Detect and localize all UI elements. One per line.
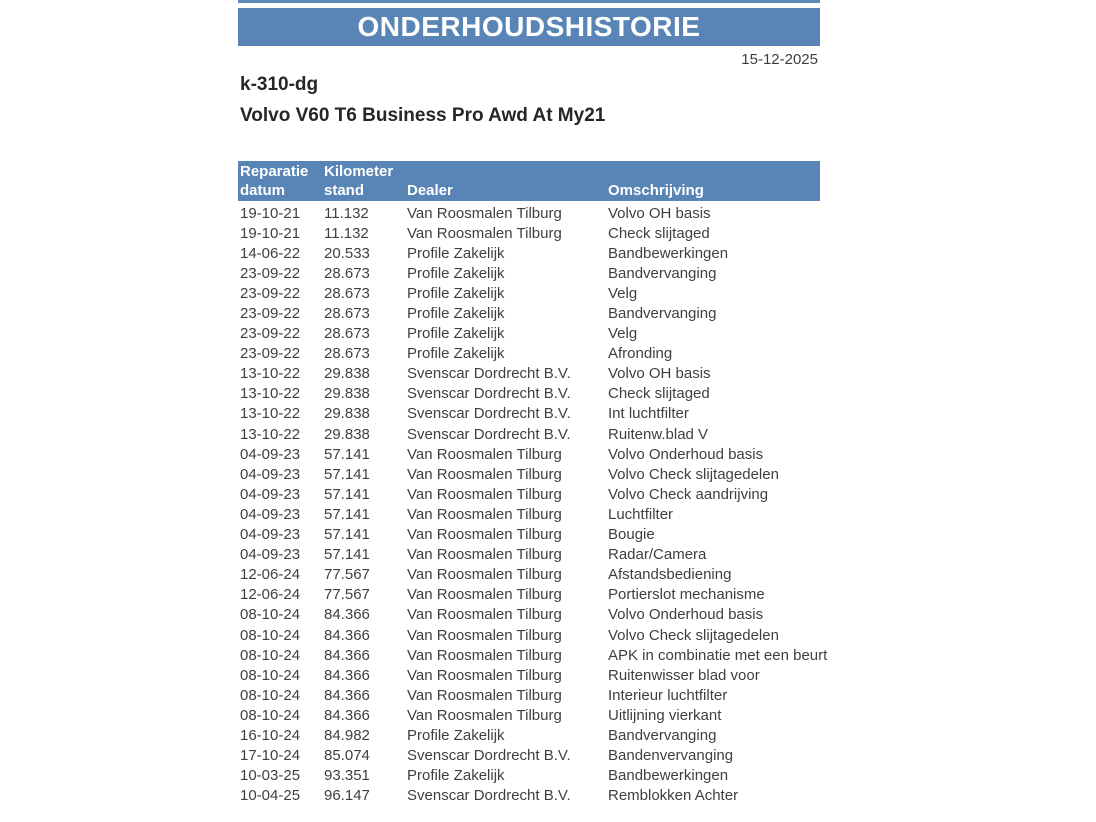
- cell-repair-date: 23-09-22: [240, 325, 301, 343]
- cell-dealer: Van Roosmalen Tilburg: [407, 204, 562, 222]
- table-row: [238, 404, 820, 424]
- cell-odometer: 28.673: [324, 284, 370, 302]
- cell-description: Portierslot mechanisme: [608, 586, 765, 604]
- cell-odometer: 84.366: [324, 666, 370, 684]
- cell-repair-date: 16-10-24: [240, 726, 301, 744]
- cell-dealer: Van Roosmalen Tilburg: [407, 546, 562, 564]
- cell-description: Volvo OH basis: [608, 365, 711, 383]
- cell-dealer: Van Roosmalen Tilburg: [407, 586, 562, 604]
- table-row: [238, 243, 820, 263]
- cell-description: Volvo Check slijtagedelen: [608, 465, 779, 483]
- cell-dealer: Profile Zakelijk: [407, 345, 505, 363]
- cell-odometer: 28.673: [324, 325, 370, 343]
- cell-description: Bandvervanging: [608, 264, 717, 282]
- column-header-line: Kilometer: [324, 163, 394, 180]
- cell-odometer: 84.366: [324, 626, 370, 644]
- cell-description: Bandvervanging: [608, 305, 717, 323]
- cell-odometer: 57.141: [324, 546, 370, 564]
- cell-repair-date: 23-09-22: [240, 264, 301, 282]
- column-header-odometer: [324, 162, 407, 201]
- cell-description: Bandvervanging: [608, 726, 717, 744]
- table-row: [238, 766, 820, 786]
- cell-dealer: Svenscar Dordrecht B.V.: [407, 385, 571, 403]
- column-header-line: Dealer: [407, 182, 453, 199]
- table-row: [238, 283, 820, 303]
- cell-description: Uitlijning vierkant: [608, 706, 722, 724]
- report-date: 15-12-2025: [741, 51, 818, 68]
- table-row: [238, 484, 820, 504]
- cell-dealer: Van Roosmalen Tilburg: [407, 666, 562, 684]
- cell-description: Volvo OH basis: [608, 204, 711, 222]
- table-row: [238, 424, 820, 444]
- table-row: [238, 625, 820, 645]
- cell-repair-date: 12-06-24: [240, 566, 301, 584]
- cell-repair-date: 10-04-25: [240, 787, 301, 805]
- cell-description: Ruitenw.blad V: [608, 425, 709, 443]
- table-row: [238, 263, 820, 283]
- maintenance-history-table: [238, 161, 828, 806]
- cell-dealer: Van Roosmalen Tilburg: [407, 686, 562, 704]
- vehicle-model: Volvo V60 T6 Business Pro Awd At My21: [240, 105, 606, 126]
- table-row: [238, 223, 820, 243]
- cell-repair-date: 04-09-23: [240, 546, 301, 564]
- table-row: [238, 645, 828, 665]
- cell-repair-date: 08-10-24: [240, 706, 301, 724]
- table-row: [238, 705, 820, 725]
- cell-description: Volvo Check slijtagedelen: [608, 626, 779, 644]
- cell-description: Interieur luchtfilter: [608, 686, 728, 704]
- cell-dealer: Svenscar Dordrecht B.V.: [407, 747, 571, 765]
- cell-odometer: 84.366: [324, 686, 370, 704]
- cell-description: Afstandsbediening: [608, 566, 732, 584]
- cell-dealer: Van Roosmalen Tilburg: [407, 526, 562, 544]
- cell-dealer: Van Roosmalen Tilburg: [407, 626, 562, 644]
- cell-dealer: Svenscar Dordrecht B.V.: [407, 787, 571, 805]
- table-row: [238, 665, 820, 685]
- cell-dealer: Van Roosmalen Tilburg: [407, 706, 562, 724]
- table-row: [238, 344, 820, 364]
- table-header: [238, 161, 820, 201]
- cell-repair-date: 04-09-23: [240, 485, 301, 503]
- cell-odometer: 57.141: [324, 505, 370, 523]
- cell-repair-date: 04-09-23: [240, 526, 301, 544]
- cell-repair-date: 19-10-21: [240, 224, 301, 242]
- cell-dealer: Profile Zakelijk: [407, 244, 505, 262]
- cell-repair-date: 17-10-24: [240, 747, 301, 765]
- cell-odometer: 29.838: [324, 385, 370, 403]
- cell-dealer: Van Roosmalen Tilburg: [407, 646, 562, 664]
- column-header-line: Omschrijving: [608, 182, 704, 199]
- table-row: [238, 384, 820, 404]
- cell-description: Check slijtaged: [608, 385, 710, 403]
- cell-repair-date: 08-10-24: [240, 646, 301, 664]
- cell-odometer: 93.351: [324, 767, 370, 785]
- cell-odometer: 57.141: [324, 485, 370, 503]
- cell-dealer: Van Roosmalen Tilburg: [407, 485, 562, 503]
- cell-description: Bandbewerkingen: [608, 767, 729, 785]
- top-rule: [238, 0, 820, 3]
- column-header-line: Reparatie: [240, 163, 309, 180]
- column-header-line: [608, 162, 820, 181]
- cell-odometer: 77.567: [324, 586, 370, 604]
- cell-odometer: 29.838: [324, 365, 370, 383]
- cell-odometer: 84.982: [324, 726, 370, 744]
- page-title: ONDERHOUDSHISTORIE: [357, 11, 701, 42]
- cell-description: Velg: [608, 284, 638, 302]
- cell-description: Radar/Camera: [608, 546, 707, 564]
- cell-repair-date: 08-10-24: [240, 626, 301, 644]
- cell-repair-date: 04-09-23: [240, 465, 301, 483]
- cell-repair-date: 10-03-25: [240, 767, 301, 785]
- cell-odometer: 29.838: [324, 425, 370, 443]
- cell-description: Check slijtaged: [608, 224, 710, 242]
- table-row: [238, 585, 820, 605]
- cell-odometer: 57.141: [324, 445, 370, 463]
- cell-dealer: Profile Zakelijk: [407, 305, 505, 323]
- cell-description: Luchtfilter: [608, 505, 674, 523]
- cell-repair-date: 13-10-22: [240, 405, 301, 423]
- table-row: [238, 324, 820, 344]
- cell-repair-date: 23-09-22: [240, 305, 301, 323]
- cell-odometer: 85.074: [324, 747, 370, 765]
- cell-dealer: Van Roosmalen Tilburg: [407, 224, 562, 242]
- cell-odometer: 28.673: [324, 345, 370, 363]
- cell-dealer: Svenscar Dordrecht B.V.: [407, 365, 571, 383]
- cell-repair-date: 08-10-24: [240, 606, 301, 624]
- cell-odometer: 77.567: [324, 566, 370, 584]
- cell-repair-date: 08-10-24: [240, 666, 301, 684]
- table-row: [238, 545, 820, 565]
- table-row: [238, 444, 820, 464]
- cell-repair-date: 14-06-22: [240, 244, 301, 262]
- cell-description: Bandenvervanging: [608, 747, 734, 765]
- cell-description: Volvo Onderhoud basis: [608, 606, 764, 624]
- cell-description: Bandbewerkingen: [608, 244, 729, 262]
- table-row: [238, 746, 820, 766]
- table-row: [238, 504, 820, 524]
- column-header-line: stand: [324, 182, 365, 199]
- cell-repair-date: 13-10-22: [240, 425, 301, 443]
- column-header-dealer: [407, 162, 608, 201]
- cell-odometer: 11.132: [324, 204, 369, 222]
- cell-repair-date: 23-09-22: [240, 284, 301, 302]
- cell-odometer: 11.132: [324, 224, 369, 242]
- column-header-line: [407, 162, 608, 181]
- cell-dealer: Profile Zakelijk: [407, 264, 505, 282]
- cell-description: Volvo Check aandrijving: [608, 485, 769, 503]
- table-row: [238, 565, 820, 585]
- table-row: [238, 203, 820, 223]
- title-banner: [238, 8, 820, 46]
- column-header-description: [608, 162, 820, 201]
- cell-odometer: 84.366: [324, 646, 370, 664]
- cell-dealer: Van Roosmalen Tilburg: [407, 505, 562, 523]
- cell-repair-date: 04-09-23: [240, 445, 301, 463]
- cell-description: Ruitenwisser blad voor: [608, 666, 760, 684]
- cell-dealer: Profile Zakelijk: [407, 284, 505, 302]
- cell-odometer: 84.366: [324, 706, 370, 724]
- cell-odometer: 57.141: [324, 526, 370, 544]
- cell-odometer: 29.838: [324, 405, 370, 423]
- cell-dealer: Van Roosmalen Tilburg: [407, 566, 562, 584]
- cell-dealer: Svenscar Dordrecht B.V.: [407, 425, 571, 443]
- table-row: [238, 303, 820, 323]
- cell-description: Bougie: [608, 526, 655, 544]
- cell-odometer: 28.673: [324, 305, 370, 323]
- table-body: [238, 201, 828, 806]
- cell-dealer: Svenscar Dordrecht B.V.: [407, 405, 571, 423]
- cell-repair-date: 19-10-21: [240, 204, 301, 222]
- table-row: [238, 525, 820, 545]
- table-row: [238, 464, 820, 484]
- cell-odometer: 96.147: [324, 787, 370, 805]
- cell-repair-date: 08-10-24: [240, 686, 301, 704]
- table-row: [238, 725, 820, 745]
- column-header-line: datum: [240, 182, 285, 199]
- table-row: [238, 605, 820, 625]
- cell-description: APK in combinatie met een beurt: [608, 646, 828, 664]
- table-row: [238, 786, 820, 806]
- cell-repair-date: 13-10-22: [240, 385, 301, 403]
- cell-dealer: Van Roosmalen Tilburg: [407, 445, 562, 463]
- cell-dealer: Profile Zakelijk: [407, 325, 505, 343]
- cell-odometer: 84.366: [324, 606, 370, 624]
- cell-dealer: Profile Zakelijk: [407, 726, 505, 744]
- cell-description: Velg: [608, 325, 638, 343]
- table-row: [238, 364, 820, 384]
- cell-dealer: Profile Zakelijk: [407, 767, 505, 785]
- cell-dealer: Van Roosmalen Tilburg: [407, 606, 562, 624]
- cell-description: Remblokken Achter: [608, 787, 739, 805]
- cell-repair-date: 13-10-22: [240, 365, 301, 383]
- column-header-repair-date: [238, 162, 324, 201]
- cell-description: Volvo Onderhoud basis: [608, 445, 764, 463]
- cell-odometer: 20.533: [324, 244, 370, 262]
- cell-description: Afronding: [608, 345, 673, 363]
- cell-odometer: 28.673: [324, 264, 370, 282]
- cell-odometer: 57.141: [324, 465, 370, 483]
- cell-repair-date: 04-09-23: [240, 505, 301, 523]
- cell-description: Int luchtfilter: [608, 405, 689, 423]
- cell-repair-date: 12-06-24: [240, 586, 301, 604]
- table-row: [238, 685, 820, 705]
- cell-dealer: Van Roosmalen Tilburg: [407, 465, 562, 483]
- cell-repair-date: 23-09-22: [240, 345, 301, 363]
- license-plate: k-310-dg: [240, 74, 319, 95]
